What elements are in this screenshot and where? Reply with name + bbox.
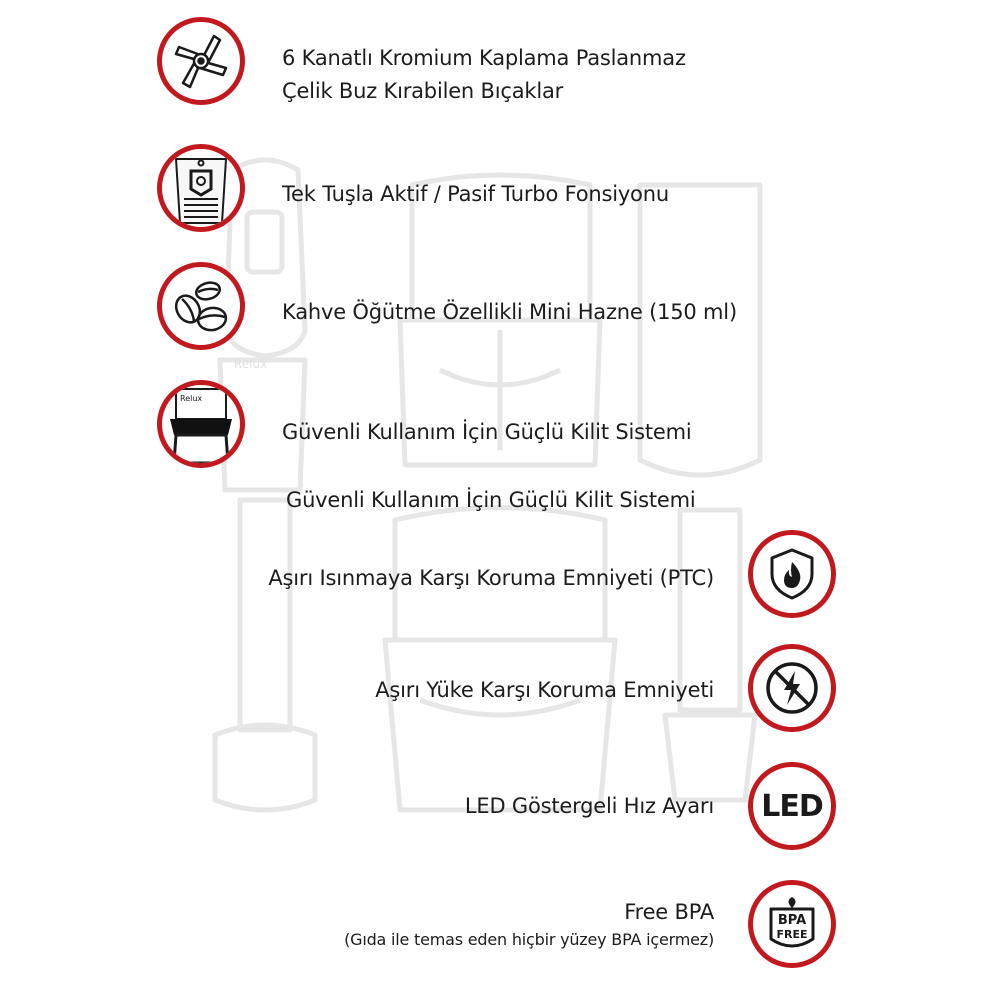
coffee-badge xyxy=(157,262,245,350)
no-overload-icon xyxy=(763,659,821,717)
bpa-badge xyxy=(748,880,836,968)
turbo-button-icon xyxy=(162,149,240,227)
background-brand-text: Relux xyxy=(234,357,268,371)
coffee-beans-icon xyxy=(170,275,232,337)
shield-fire-icon xyxy=(764,546,820,602)
lock-brand-text: Relux xyxy=(180,394,203,403)
led-badge xyxy=(748,762,836,850)
feature-blades-line1: 6 Kanatlı Kromium Kaplama Paslanmaz xyxy=(282,46,686,70)
feature-blades-line2: Çelik Buz Kırabilen Bıçaklar xyxy=(282,79,564,103)
lock-system-icon xyxy=(162,385,240,463)
feature-led-text: LED Göstergeli Hız Ayarı xyxy=(464,794,714,818)
feature-overload-text: Aşırı Yüke Karşı Koruma Emniyeti xyxy=(375,678,714,702)
feature-turbo-text: Tek Tuşla Aktif / Pasif Turbo Fonsiyonu xyxy=(282,182,669,206)
feature-bpa-line2: (Gıda ile temas eden hiçbir yüzey BPA içermez) xyxy=(344,930,714,949)
free-label: FREE xyxy=(776,928,808,941)
feature-bpa-line1: Free BPA xyxy=(624,900,714,924)
feature-lock-text: Güvenli Kullanım İçin Güçlü Kilit Sistemi xyxy=(282,420,692,444)
blade-icon xyxy=(170,30,232,92)
feature-overheat-text: Aşırı Isınmaya Karşı Koruma Emniyeti (PTC) xyxy=(268,566,714,590)
overload-badge xyxy=(748,644,836,732)
overheat-badge xyxy=(748,530,836,618)
bpa-free-icon xyxy=(761,893,823,955)
turbo-badge xyxy=(157,144,245,232)
feature-coffee-text: Kahve Öğütme Özellikli Mini Hazne (150 ml) xyxy=(282,300,737,324)
standalone-lock-text: Güvenli Kullanım İçin Güçlü Kilit Sistemi xyxy=(286,488,696,512)
feature-bpa-text xyxy=(344,896,714,951)
bpa-label: BPA xyxy=(777,913,807,928)
led-icon: LED xyxy=(761,788,823,824)
blade-badge xyxy=(157,17,245,105)
lock-badge xyxy=(157,380,245,468)
feature-blades-text xyxy=(282,42,686,108)
